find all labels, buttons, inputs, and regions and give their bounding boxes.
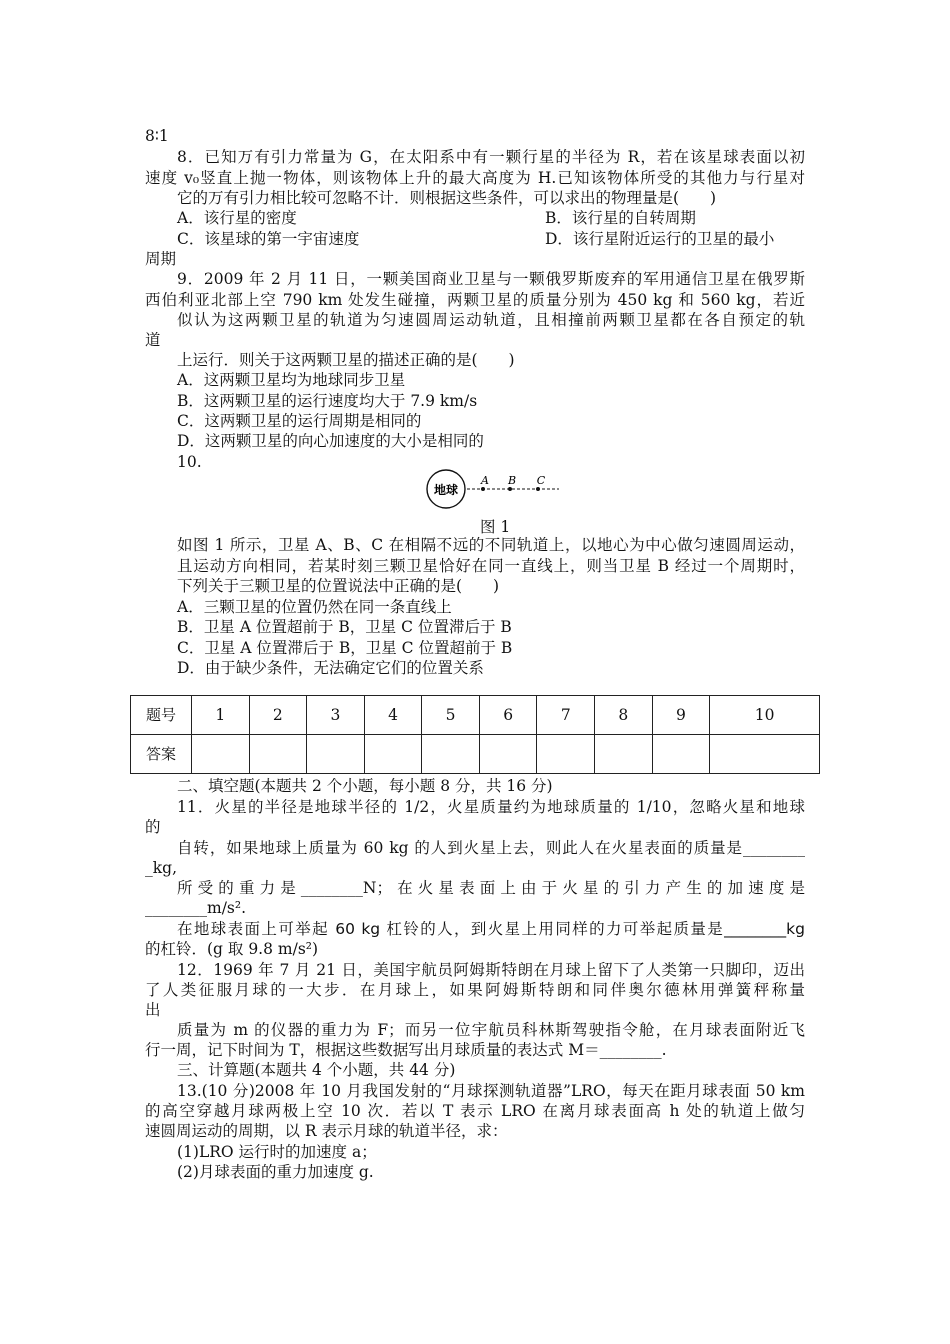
question-12-line-1: 12．1969 年 7 月 21 日，美国宇航员阿姆斯特朗在月球上留下了人类第一只脚印，迈出 <box>177 961 805 979</box>
table-header-cell: 题号 <box>131 696 192 735</box>
table-number-cell: 6 <box>479 696 537 735</box>
answer-table-answer-row <box>131 735 820 774</box>
question-13-line-1: 13.(10 分)2008 年 10 月我国发射的“月球探测轨道器”LRO，每天在距月球表面 50 km <box>177 1082 805 1100</box>
question-13-line-3: 速圆周运动的周期，以 R 表示月球的轨道半径，求： <box>145 1122 508 1140</box>
table-header-cell: 答案 <box>131 735 192 774</box>
text-line: 的 <box>145 818 161 836</box>
section-3-heading: 三、计算题(本题共 4 个小题，共 44 分) <box>177 1061 456 1079</box>
question-11-line-4: 在地球表面上可举起 60 kg 杠铃的人，到火星上用同样的力可举起质量是________kg <box>177 920 805 938</box>
question-11-line-3: 所受的重力是________N；在火星表面上由于火星的引力产生的加速度是 <box>177 879 805 897</box>
question-8-line-2: 速度 v₀竖直上抛一物体，则该物体上升的最大高度为 H.已知该物体所受的其他力与行星对 <box>145 169 805 187</box>
question-13-line-2: 的高空穿越月球两极上空 10 次．若以 T 表示 LRO 在离月球表面高 h 处的轨道上做匀 <box>145 1102 805 1120</box>
table-number-cell: 5 <box>422 696 480 735</box>
question-8-option-c: C．该星球的第一宇宙速度 <box>177 230 360 248</box>
table-number-cell: 9 <box>652 696 710 735</box>
text-line: 周期 <box>145 250 177 268</box>
question-12-line-3: 质量为 m 的仪器的重力为 F；而另一位宇航员科林斯驾驶指令舱，在月球表面附近飞 <box>177 1021 805 1039</box>
answer-cell <box>364 735 422 774</box>
satellite-c-dot <box>536 487 540 491</box>
table-number-cell: 3 <box>307 696 365 735</box>
question-11-line-1: 11．火星的半径是地球半径的 1/2，火星质量约为地球质量的 1/10，忽略火星和地球 <box>177 798 805 816</box>
answer-table <box>130 695 820 774</box>
text-line: 8∶1 <box>145 127 169 145</box>
table-number-cell: 8 <box>595 696 653 735</box>
satellite-a-label: A <box>481 474 489 487</box>
question-10-line-2: 且运动方向相同，若某时刻三颗卫星恰好在同一直线上，则当卫星 B 经过一个周期时， <box>177 557 805 575</box>
question-8-option-b: B．该行星的自转周期 <box>545 209 696 227</box>
earth-label: 地球 <box>433 483 459 497</box>
text-line: _kg, <box>145 859 177 877</box>
question-10-option-b: B．卫星 A 位置超前于 B，卫星 C 位置滞后于 B <box>177 618 512 636</box>
question-9-line-4: 上运行．则关于这两颗卫星的描述正确的是( ) <box>177 351 515 369</box>
answer-cell <box>652 735 710 774</box>
satellite-b-label: B <box>507 474 517 487</box>
text-line: 出 <box>145 1001 161 1019</box>
text-line: ________m/s². <box>145 899 247 917</box>
section-2-heading: 二、填空题(本题共 2 个小题，每小题 8 分，共 16 分) <box>177 777 553 795</box>
question-8-line-3: 它的万有引力相比较可忽略不计．则根据这些条件，可以求出的物理量是( ) <box>177 189 717 207</box>
question-12-line-4: 行一周，记下时间为 T，根据这些数据写出月球质量的表达式 M＝________. <box>145 1041 667 1059</box>
text-line: 道 <box>145 331 161 349</box>
question-8-line-1: 8．已知万有引力常量为 G，在太阳系中有一颗行星的半径为 R，若在该星球表面以初 <box>177 148 805 166</box>
question-10-option-c: C．卫星 A 位置滞后于 B，卫星 C 位置超前于 B <box>177 639 513 657</box>
answer-cell <box>422 735 480 774</box>
question-10-option-d: D．由于缺少条件，无法确定它们的位置关系 <box>177 659 484 677</box>
question-9-option-a: A．这两颗卫星均为地球同步卫星 <box>177 371 406 389</box>
question-13-part-2: (2)月球表面的重力加速度 g. <box>177 1163 374 1181</box>
table-number-cell: 7 <box>537 696 595 735</box>
question-9-line-3: 似认为这两颗卫星的轨道为匀速圆周运动轨道，且相撞前两颗卫星都在各自预定的轨 <box>177 311 805 329</box>
table-number-cell: 2 <box>249 696 307 735</box>
table-number-cell: 4 <box>364 696 422 735</box>
answer-cell <box>595 735 653 774</box>
question-12-line-2: 了人类征服月球的一大步．在月球上，如果阿姆斯特朗和同伴奥尔德林用弹簧秤称量 <box>145 981 805 999</box>
question-9-option-c: C．这两颗卫星的运行周期是相同的 <box>177 412 422 430</box>
table-number-cell: 1 <box>192 696 250 735</box>
answer-cell <box>249 735 307 774</box>
answer-cell <box>479 735 537 774</box>
answer-cell <box>307 735 365 774</box>
question-8-option-a: A．该行星的密度 <box>177 209 297 227</box>
answer-cell <box>537 735 595 774</box>
question-9-option-b: B．这两颗卫星的运行速度均大于 7.9 km/s <box>177 392 478 410</box>
question-11-line-2: 自转，如果地球上质量为 60 kg 的人到火星上去，则此人在火星表面的质量是________ <box>177 839 805 857</box>
satellite-c-label: C <box>536 474 546 487</box>
question-9-line-1: 9．2009 年 2 月 11 日，一颗美国商业卫星与一颗俄罗斯废弃的军用通信卫星在俄罗斯 <box>177 270 805 288</box>
satellite-b-dot <box>508 487 512 491</box>
question-10-number: 10. <box>177 453 202 471</box>
question-10-line-1: 如图 1 所示，卫星 A、B、C 在相隔不远的不同轨道上，以地心为中心做匀速圆周运动， <box>177 536 805 554</box>
question-10-option-a: A．三颗卫星的位置仍然在同一条直线上 <box>177 598 452 616</box>
question-9-line-2: 西伯利亚北部上空 790 km 处发生碰撞，两颗卫星的质量分别为 450 kg 和 560 kg，若近 <box>145 291 805 309</box>
question-13-part-1: (1)LRO 运行时的加速度 a； <box>177 1143 377 1161</box>
question-10-line-3: 下列关于三颗卫星的位置说法中正确的是( ) <box>177 577 500 595</box>
answer-table-header-row <box>131 696 820 735</box>
table-number-cell: 10 <box>710 696 820 735</box>
answer-cell <box>192 735 250 774</box>
question-9-option-d: D．这两颗卫星的向心加速度的大小是相同的 <box>177 432 484 450</box>
figure-caption: 图 1 <box>480 518 511 536</box>
figure-1-diagram <box>425 468 565 510</box>
answer-cell <box>710 735 820 774</box>
satellite-a-dot <box>481 487 485 491</box>
text-line: 的杠铃．(g 取 9.8 m/s²) <box>145 940 319 958</box>
question-8-option-d: D．该行星附近运行的卫星的最小 <box>545 230 775 248</box>
